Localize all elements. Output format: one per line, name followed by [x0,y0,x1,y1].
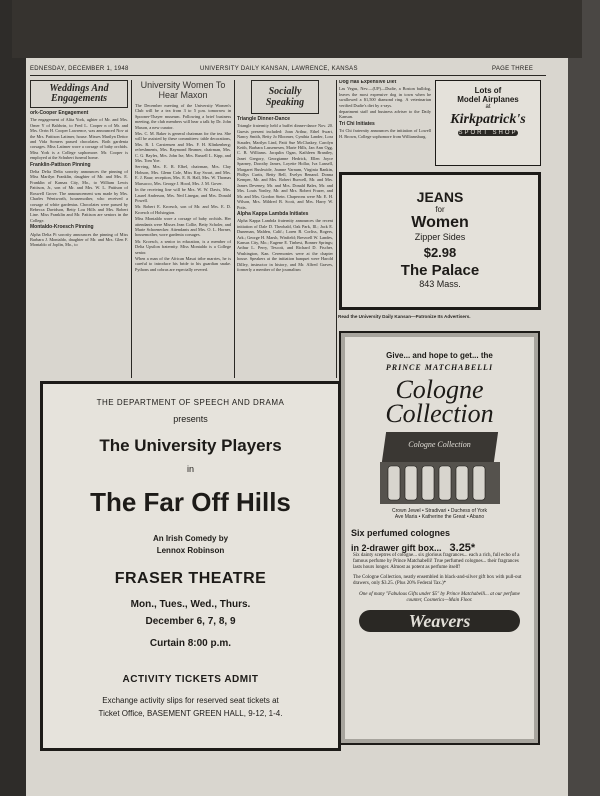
dog-headline: Dog Has Expensive Diet [339,80,397,85]
players-days: Mon., Tues., Wed., Thurs. [130,599,251,610]
column-rule [234,80,235,378]
column-rule [336,80,337,378]
women-paragraph: Mr. Kroesch, a senior in education, is a member of Delta Upsilon fraternity. Miss Montaldo is a College senior. [135,238,231,255]
dog-tail: department staff and business adviser to the Daily Kansan. [339,109,431,120]
palace-for: for [435,205,445,214]
women-paragraph: Serving, Mrs. E. R. Elbel, chairman, Mrs. Clay Hobson, Mrs. Glenn Cole, Miss Kay Swart, and Mrs. E. J. Baur; reception, Mrs. E. R. Hall, Mrs. W. Thomas Marsacco, Mrs. George J. Hood, Mrs. J. M. Gover. [135,164,231,186]
players-curtain: Curtain 8:00 p.m. [149,638,232,649]
players-presents: presents [173,414,208,424]
wedding-item-body: Alpha Delta Pi sorority announces the pinning of Miss Barbara J. Montaldo, daughter of Mr. and Mrs. Glen F. Montaldo of Joplin, Mo., to [30,231,128,248]
players-in: in [186,464,194,474]
cologne-price: 3.25* [449,542,476,554]
cologne-names-2: Ave Maria • Katherine the Great • Abano [394,514,485,520]
women-column [135,80,231,378]
women-paragraph: In the receiving line will be Mrs. W. W. Davis, Mrs. Laurel Anderson, Mrs. Ned Linegar, and Mrs. Donald Powell. [135,187,231,203]
wedding-item-body: The engagement of Alita York, ughter of Mr. and Mrs. Omer Y of Baldwin, to Fred L. Cooper n of Mr. and Mrs. Orrin H. Cooper Lawrence, was announced Nov at the Mrs. Pattison Latimer, house. Misses Marilyn Dettor and Vida Somers passed chocolates. Both gardenia corsages. Miss Latimer wore a corsage of baby orchids. Miss York is a College sophomore. Mr. Cooper is employed at the Schubert funeral home. [30,117,128,161]
women-paragraph: Mrs. C. M. Baker is general chairman for the tea. She will be assisted by these committees: table decorations, Mrs. R. I. Carstensen and Mrs. F. H. Klinkenberg; refreshments, Mrs. Raymond Beamer, chairman, Mrs. C. G. Bayles, Mrs. John Ise, Mrs. Russell L. Kipp, and Mrs. Tom Yoe. [135,131,231,164]
cologne-brand: PRINCE MATCHABELLI [385,363,494,372]
players-title: The University Players [99,436,282,455]
wedding-item-head: Montaldo-Kroesch Pinning [30,224,94,231]
cologne-script-2: Collection [385,399,494,428]
header-page: PAGE THREE [492,66,534,72]
cologne-paragraph-2: The Cologne Collection, neatly ensembled in black-and-silver gift box with pull-out drawers, only $3.25. (Plus 20% Federal Tax.)* [353,574,522,586]
kirkpatrick-ad [435,80,541,166]
column-rule [131,80,132,378]
weddings-column [30,80,128,378]
social-item-body: Triangle fraternity held a buffet dinner-dance Nov. 20. Guests present included: Joan Arthur, Ethel Swart, Nancy Smith, Betty Jo Bloomer, Cynthia Lander, Lora Stauder, Marilyn Lind, Patti Sue McCluskey, Carolyn Keith, Barbara Lassenesen, Marie Hills, Jan Ann Ogg, C. B. Williams. Jacqulin Ogan, Kathleen Brantley, Janet Gregory, Georgianne Hedrick, Ellen Joyce Sparney, Dorothy James, Loyette Hollar, Iva Lansell, Margaret Bushwide, Joanne Varnum, Virginia Rankin, Phillys Curtis, Betty Bell, Evelyn Benand. Donna Kemper, Mr. and Mrs. Robert Burwell, Mr. and Mrs. James Deveney, Mr. and Mrs. Donald Bales, Mr. and Mrs. Louis Yonley, Mr. and Mrs. Robert Frazer, and Mr. and Mrs. Gordon Stein. Chaperons were Mr. E. H. Wilson, Mrs. Mildred B. Scott, and Mrs. Harry W. Potts. [237,123,333,210]
cologne-box-label: Cologne Collection [408,440,471,449]
players-exchange-2: Ticket Office, BASEMENT GREEN HALL, 9-12, 1-4. [98,709,283,718]
palace-address: 843 Mass. [419,279,461,289]
dog-column [339,80,431,166]
header-rule [30,75,546,76]
wedding-item-head: ork-Cooper Engagement [30,110,89,116]
players-exchange-1: Exchange activity slips for reserved seat tickets at [102,696,279,705]
cologne-six: Six perfumed colognes [351,528,451,538]
players-theatre: FRASER THEATRE [114,570,267,587]
dog-body: Las Vegas, Nev.—(UP)—Dudie, a Boston bulldog, leaves the most expensive dog in town when he swallowed a $1,500 diamond ring. A veterinarian verified Dudie's diet by x-rays. [339,86,431,108]
cologne-script-1: Cologne [395,375,484,404]
players-desc-1: An Irish Comedy by [152,534,229,543]
wedding-item-body: Delta Delta Delta sorority announces the pinning of Miss Marilyn Franklin, daughter of Mr. and Mrs. E. Franklin of Kansas City, Mo., to William Lewis Pattison, Jr., son of Mr. and Mrs. W. L. Pattison of Roswell Grove. The announcement was made by Mrs. Charles Wentworth, housemother, who received a corsage of white gardenias. Chocolates were passed by Rebecca Davidson, Betty Lou Hills and Mrs. Robert Line. Miss Franklin and Mr. Pattison are seniors in the College. [30,169,128,223]
women-paragraph: Mr. Robert E. Kroesch, son of Mr. and Mrs. E. D. Kroesch of Holsington. [135,204,231,215]
kirk-line2: Model Airplanes [457,95,519,104]
cologne-paragraph-1: Six dainty sceptres of cologne... six glorious fragrances... each a rich, full echo of a famous perfume by Prince Matchabelli! True perfumed colognes... their fragrances lasts hours longer. Almost as potent as perfume itself! [353,553,520,571]
cologne-top: Give... and hope to get... the [386,351,493,360]
palace-store: The Palace [400,262,480,279]
players-desc-2: Lennox Robinson [156,546,225,555]
cologne-gift-box-illustration [376,432,504,504]
palace-zipper: Zipper Sides [414,232,466,242]
trichi-body: Tri Chi fraternity announces the initiation of Lowell H. Brown, College sophomore from Williamsburg. [339,128,431,139]
read-kansan-line: Read the University Daily Kansan—Patronize Its Advertisers. [338,314,471,319]
women-paragraph: When a man of the African Masai tribe marries, he is careful to introduce his bride to his guardian snake. Pythons and cobras are especially revered. [135,255,231,272]
players-dates: December 6, 7, 8, 9 [145,616,236,627]
women-paragraph: Miss Montaldo wore a corsage of baby orchids. Her attendants were Misses Jean Collie, Betty Scholer, and Marie Schoenecker. Attendants and Mrs. O. L. Horner, housemother, wore gardenia corsages. [135,216,231,238]
women-headline: University Women To Hear Maxon [140,80,226,100]
wedding-item-head: Franklin-Pattison Pinning [30,161,91,168]
players-dept: THE DEPARTMENT OF SPEECH AND DRAMA [96,398,285,407]
kirk-sub: SPORT SHOP [458,130,518,136]
cologne-drawer: in 2-drawer gift box... [351,543,442,553]
cologne-ad [339,331,540,745]
kirk-line1: Lots of [474,86,502,95]
kirk-logo: Kirkpatrick's [450,112,526,127]
cologne-bottles-icon [376,432,504,504]
palace-jeans: JEANS [416,189,464,205]
players-admit: ACTIVITY TICKETS ADMIT [122,674,259,685]
header-paper: UNIVERSITY DAILY KANSAN, LAWRENCE, KANSAS [200,66,358,72]
kirk-line3: at [485,104,491,110]
weavers-logo: Weavers [359,610,520,632]
palace-price: $2.98 [423,245,457,260]
palace-ad [339,172,541,310]
social-item-head: Alpha Kappa Lambda Initiates [237,210,309,217]
trichi-headline: Tri Chi Initiates [339,120,375,127]
palace-women: Women [411,214,469,231]
header-date: EDNESDAY, DECEMBER 1, 1948 [30,66,129,72]
cologne-names-1: Crown Jewel • Stradivari • Duchess of York [392,508,487,514]
women-paragraph: The December meeting of the University Women's Club will be a tea from 3 to 5 p.m. tomorrow in Spooner-Thayer museum. Following a brief business meeting, the club members will hear a talk by Dr. John Maxon, a new curator. [135,103,231,130]
players-play-title: The Far Off Hills [90,487,291,517]
university-players-ad [40,381,341,751]
cologne-paragraph-3: One of many "Fabulous Gifts under $5" by Prince Matchabelli... at our perfume counter, Cosmetics—Main Floor. [359,592,520,604]
social-item-head: Triangle Dinner-Dance [237,116,291,122]
social-item-body: Alpha Kappa Lambda fraternity announces the recent initiation of Dale D. Theobald, Oak Park, Ill.; Jack E. Duneman, Malden, Calif.; Loren B. Corliss, Rogers, Ark.; George H. Marsh, Winfield; Breswell W. Landes, Kansas City, Mo.; Eugene E. Tinbest, Bonner Springs; Arthur L. Perry, Tescott, and Richard D. Fischer, Washington, Kan. Ceremonies were at the chapter house. Speakers at the initiation banquet were Harold Dilley, instructor in history, and Mr. Alfred Graves, formerly a member of the journalism [237,218,333,272]
social-column [237,80,333,378]
social-heading: Socially Speaking [251,80,319,114]
weddings-heading: Weddings And Engagements [30,80,128,108]
